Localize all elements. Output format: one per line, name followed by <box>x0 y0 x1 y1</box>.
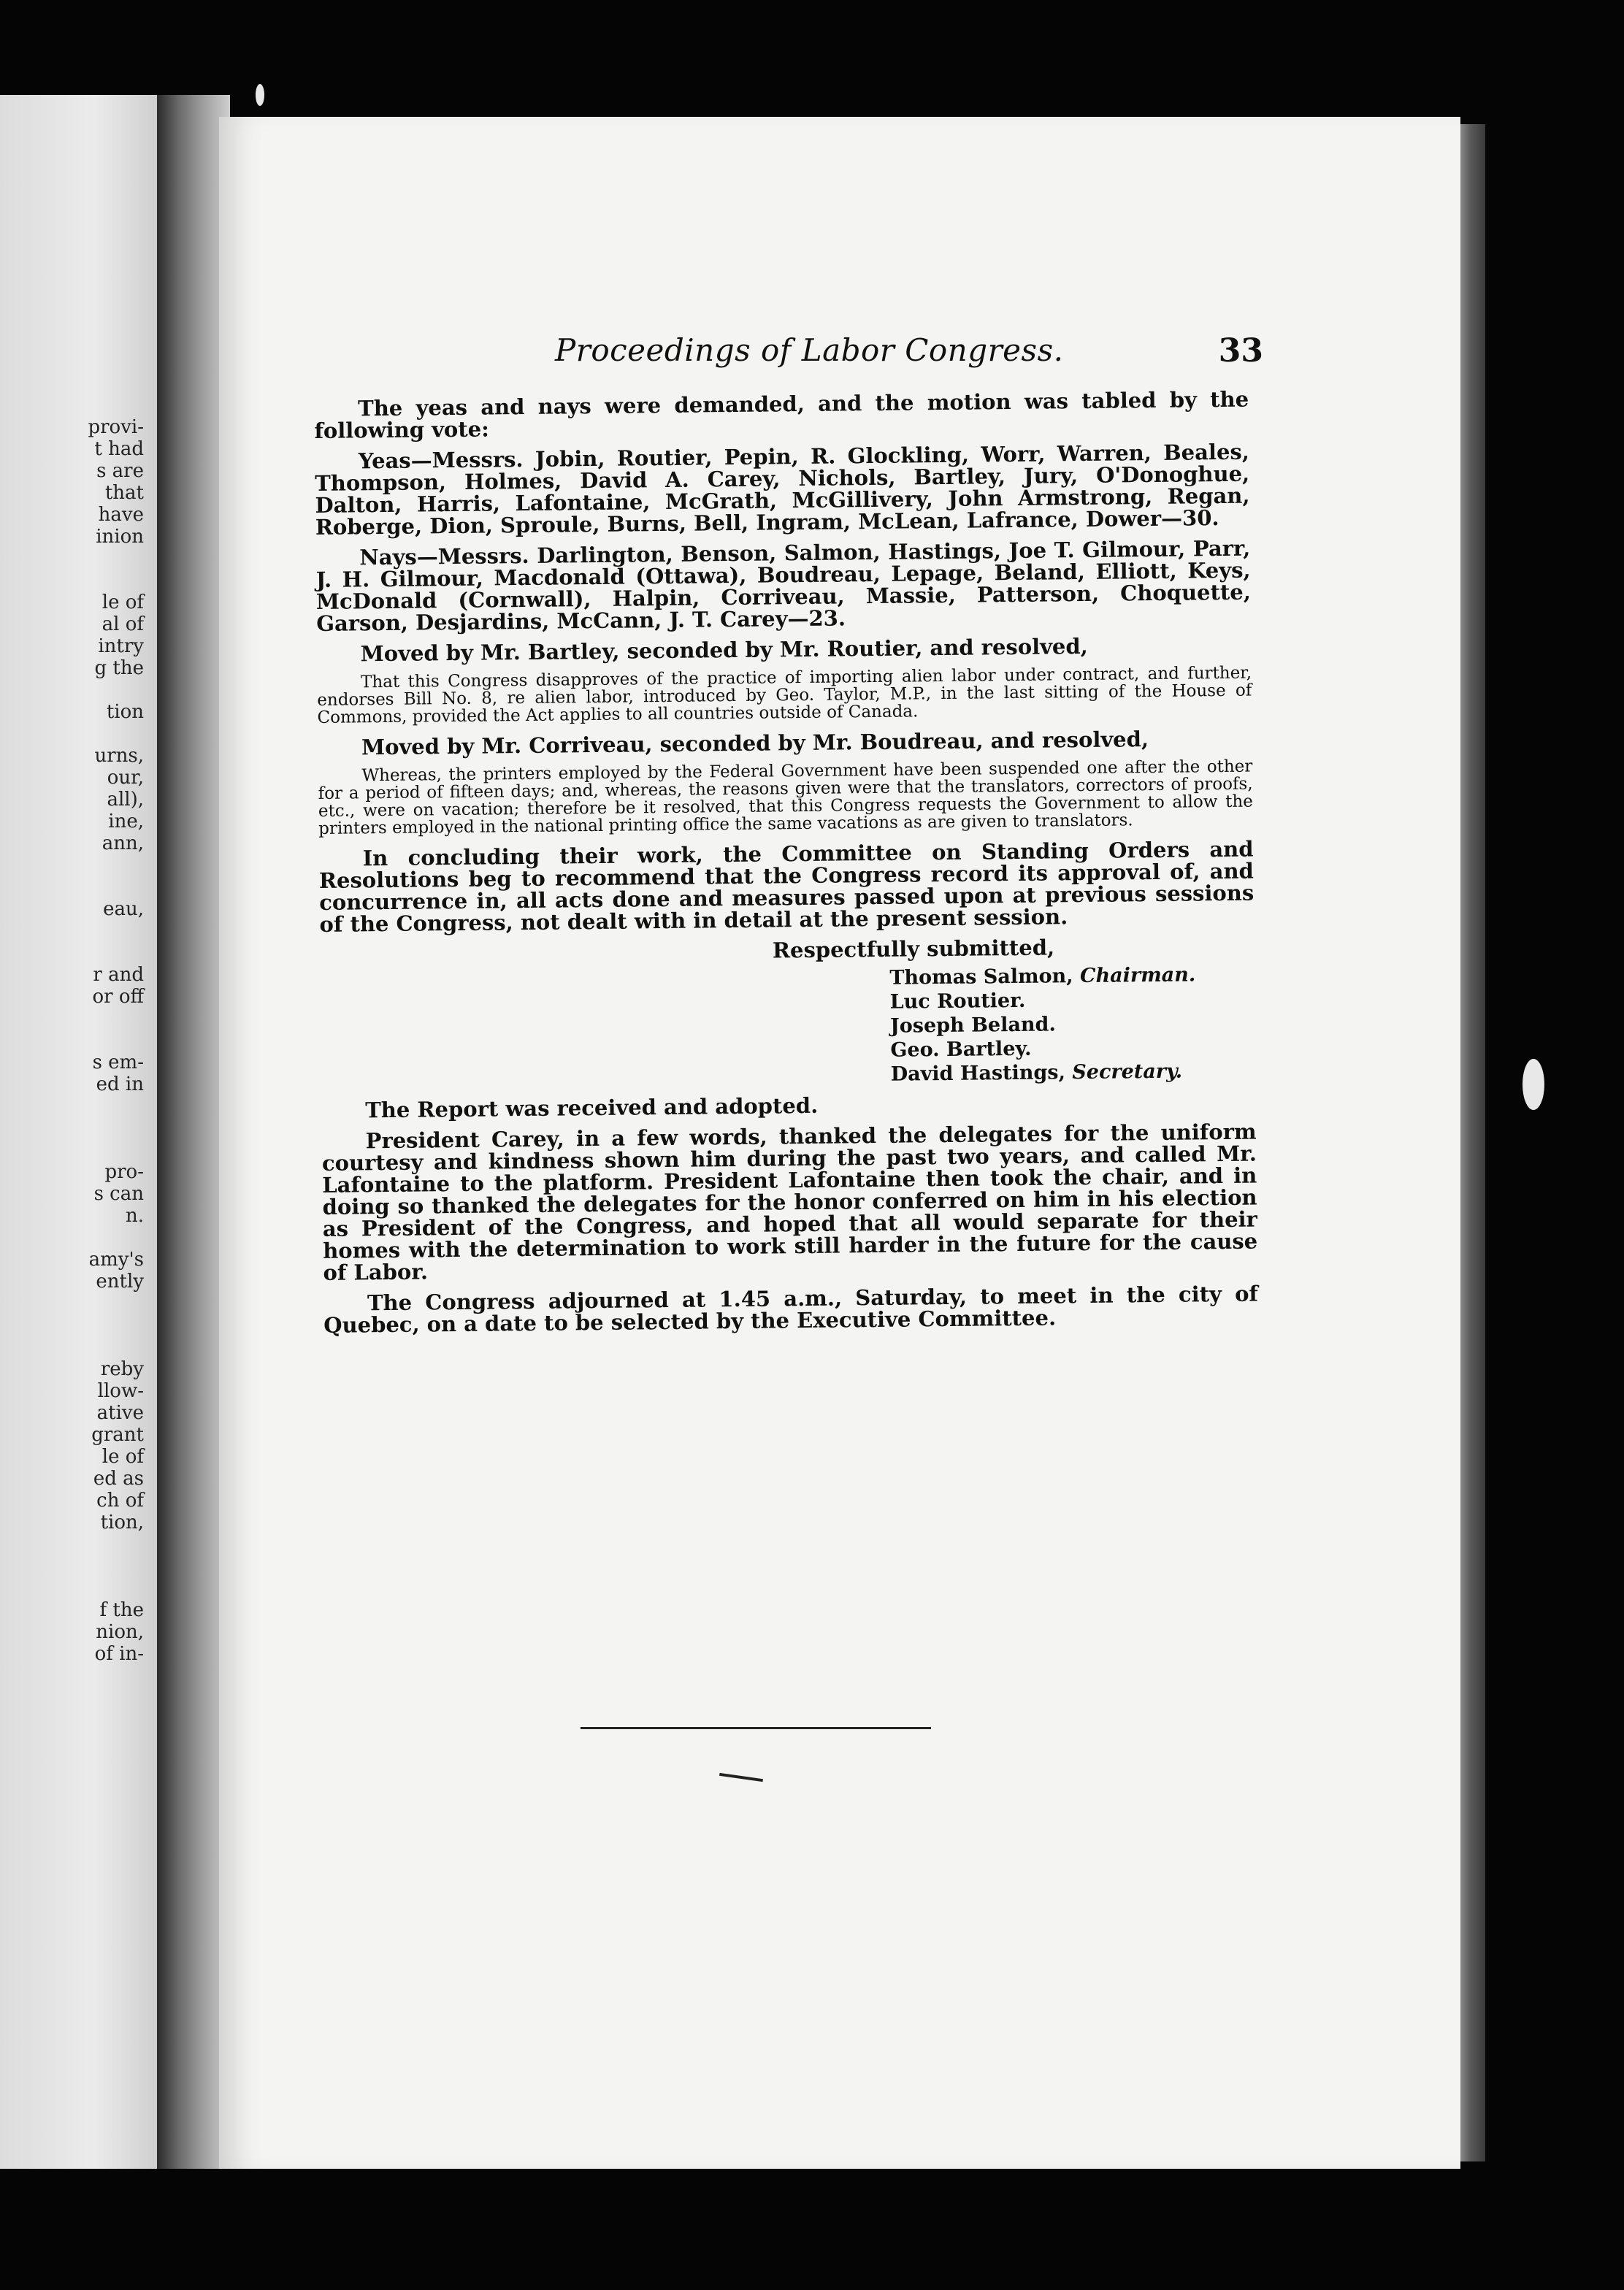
facing-page-line <box>0 1095 144 1117</box>
facing-page-line <box>0 1139 144 1161</box>
facing-page-line: intry <box>98 635 144 657</box>
signatory: Joseph Beland. <box>889 1013 1056 1038</box>
facing-page-line: s are <box>96 460 144 482</box>
report-adopted: The Report was received and adopted. <box>365 1092 819 1123</box>
facing-page-line <box>0 1577 144 1599</box>
facing-page-line <box>0 1336 144 1358</box>
facing-page-line <box>0 854 144 876</box>
facing-page-line: all), <box>107 789 144 811</box>
facing-page-line <box>0 920 144 942</box>
facing-page-line: pro- <box>104 1161 144 1183</box>
facing-page-line <box>0 570 144 591</box>
facing-page-line: grant <box>91 1424 144 1446</box>
facing-page-line: g the <box>94 657 144 679</box>
facing-page-line: nion, <box>96 1621 144 1643</box>
closing-rule <box>581 1727 931 1729</box>
signatory: Thomas Salmon, Chairman. <box>889 963 1196 989</box>
facing-page-line: provi- <box>88 416 144 438</box>
signatory: Luc Routier. <box>889 989 1026 1014</box>
facing-page-line <box>0 1227 144 1249</box>
facing-page-line: have <box>98 504 144 526</box>
facing-page-line: r and <box>93 964 144 986</box>
president-paragraph: President Carey, in a few words, thanked the delegates for the uniform courtesy and kindness shown him during the past two years, and called Mr. Lafontaine to the platform. President Lafontaine then took the chair, and in doing so thanked the delegates for the honor conferred on him in his election as President of the Congress, and hoped that all would separate for their homes with the determination to work still harder in the future for the cause of Labor. <box>321 1119 1258 1285</box>
motion-bartley: Moved by Mr. Bartley, seconded by Mr. Routier, and resolved, <box>360 633 1088 667</box>
facing-page-line <box>0 548 144 570</box>
facing-page-line <box>0 1030 144 1052</box>
page-number: 33 <box>1218 332 1263 369</box>
yeas-paragraph: Yeas—Messrs. Jobin, Routier, Pepin, R. Glockling, Worr, Warren, Beales, Thompson, Holmes, David A. Carey, Nichols, Bartley, Jury, O'Donoghue, Dalton, Harris, Lafontaine, McGrath, McGillivery, John Armstrong, Regan, Roberge, Dion, Sproule, Burns, Bell, Ingram, McLean, Lafrance, Dower—30. <box>315 439 1250 540</box>
facing-page-line: t had <box>94 438 144 460</box>
facing-page-line: or off <box>92 986 144 1008</box>
motion-corriveau: Moved by Mr. Corriveau, seconded by Mr. Boudreau, and resolved, <box>361 727 1149 760</box>
facing-page-line <box>0 679 144 701</box>
respectfully-submitted: Respectfully submitted, <box>772 935 1055 963</box>
facing-page-line: inion <box>96 526 144 548</box>
facing-page-line: our, <box>107 767 144 789</box>
facing-page-line <box>0 1555 144 1577</box>
facing-page-line: ine, <box>108 811 144 832</box>
paper-speck <box>1522 1059 1544 1110</box>
paper-speck <box>256 84 264 106</box>
facing-page-line: s can <box>93 1183 144 1205</box>
facing-page-line: s em- <box>92 1052 144 1073</box>
facing-page-line: n. <box>125 1205 144 1227</box>
facing-page-line: ed as <box>93 1468 144 1490</box>
page-edge <box>1460 124 1485 2161</box>
facing-page-line <box>0 1293 144 1314</box>
facing-page-line: reby <box>100 1358 144 1380</box>
facing-page-line <box>0 1008 144 1030</box>
facing-page-line: amy's <box>88 1249 144 1271</box>
signatory: David Hastings, Secretary. <box>890 1060 1183 1086</box>
signatory: Geo. Bartley. <box>890 1037 1032 1062</box>
facing-page-line <box>0 1314 144 1336</box>
facing-page-line: f the <box>99 1599 144 1621</box>
adjournment-paragraph: The Congress adjourned at 1.45 a.m., Saturday, to meet in the city of Quebec, on a date to be selected by the Executive Committee. <box>323 1281 1259 1338</box>
facing-page <box>0 95 157 2169</box>
facing-page-line: ative <box>96 1402 144 1424</box>
signature-block <box>889 962 1256 1087</box>
facing-page-line <box>0 942 144 964</box>
facing-page-line: llow- <box>97 1380 144 1402</box>
facing-page-line: of in- <box>94 1643 144 1665</box>
concluding-paragraph: In concluding their work, the Committee on Standing Orders and Resolutions beg to recommend that the Congress record its approval of, and concurrence in, all acts done and measures passed upon at previous sessions of the Congress, not dealt with in detail at the present session. <box>318 836 1255 937</box>
facing-page-line: le of <box>102 1446 144 1468</box>
facing-page-line: ann, <box>102 832 144 854</box>
page-body <box>314 388 1259 1345</box>
facing-page-line: al of <box>102 613 144 635</box>
facing-page-line <box>0 876 144 898</box>
facing-page-line <box>0 723 144 745</box>
running-title: Proceedings of Labor Congress. <box>555 332 1064 368</box>
resolution-alien-labor: That this Congress disapproves of the practice of importing alien labor under contract, and further, endorses Bill No. 8, re alien labor, introduced by Geo. Taylor, M.P., in the last sitting of the House of Commons, provided the Act applies to all countries outside of Canada. <box>317 663 1252 727</box>
nays-paragraph: Nays—Messrs. Darlington, Benson, Salmon, Hastings, Joe T. Gilmour, Parr, J. H. Gilmour, Macdonald (Ottawa), Boudreau, Lepage, Beland, Elliott, Keys, McDonald (Cornwall), Halpin, Corriveau, Massie, Patterson, Choquette, Garson, Desjardins, McCann, J. T. Carey—23. <box>315 535 1252 636</box>
facing-page-line: tion, <box>100 1512 144 1533</box>
facing-page-line <box>0 1117 144 1139</box>
facing-page-line: ch of <box>96 1490 144 1512</box>
facing-page-line: ently <box>96 1271 144 1293</box>
vote-intro: The yeas and nays were demanded, and the motion was tabled by the following vote: <box>314 386 1249 443</box>
resolution-printers: Whereas, the printers employed by the Federal Government have been suspended one after the other for a period of fifteen days; and, whereas, the reasons given were that the translators, correctors of proofs, etc., were on vacation; therefore be it resolved, that this Congress requests the Government to allow the printers employed in the national printing office the same vacations as are given to translators. <box>318 757 1253 838</box>
facing-page-text <box>0 416 144 1665</box>
facing-page-line <box>0 1533 144 1555</box>
facing-page-line: le of <box>102 591 144 613</box>
facing-page-line: tion <box>106 701 144 723</box>
facing-page-line: ed in <box>96 1073 144 1095</box>
facing-page-line: eau, <box>103 898 144 920</box>
facing-page-line: urns, <box>94 745 144 767</box>
page-header <box>555 332 1263 383</box>
facing-page-line: that <box>104 482 144 504</box>
